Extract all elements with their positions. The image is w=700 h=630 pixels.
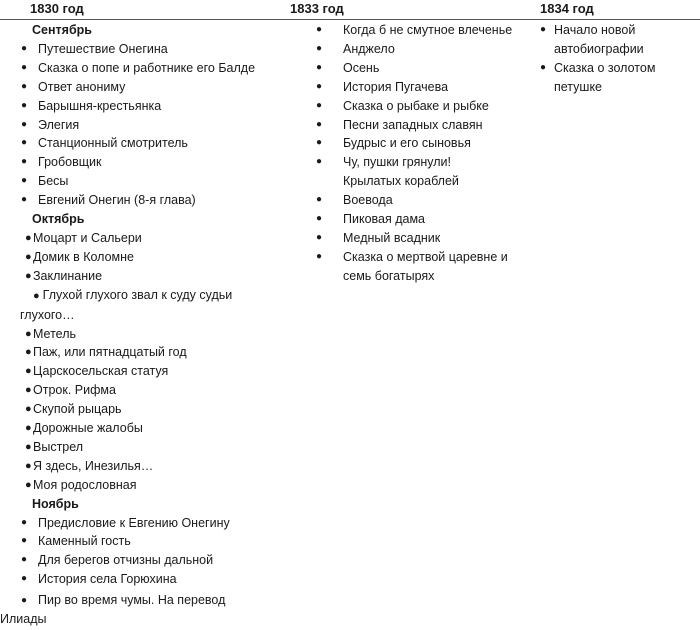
bullet-icon: ●	[25, 440, 32, 453]
list-item: ● Сказка о попе и работнике его Балде	[0, 59, 290, 78]
list-item: ● Сказка о мертвой царевне и семь богатырях	[316, 249, 508, 283]
bullet-icon: ●	[21, 156, 28, 168]
bullet-icon: ●	[21, 99, 28, 111]
bullet-icon: ●	[21, 80, 28, 92]
bullet-icon: ●	[21, 595, 28, 607]
bullet-icon: ●	[316, 194, 323, 206]
bullet-icon: ●	[316, 24, 323, 35]
bullet-icon: ●	[21, 175, 28, 187]
bullet-icon: ●	[21, 137, 28, 149]
heading-1834: 1834 год	[540, 1, 594, 16]
list-item: ● Моя родословная	[0, 476, 290, 495]
list-item: ● Домик в Коломне	[0, 248, 290, 267]
list-item: ● Осень	[0, 59, 518, 78]
list-item: ● Каменный гость	[0, 532, 290, 551]
bullet-icon: ●	[25, 365, 32, 378]
header-row	[0, 0, 700, 20]
list-item: ● Для берегов отчизны дальной	[0, 551, 290, 570]
list-item: ● Метель	[0, 325, 290, 344]
list-item: ● Пиковая дама	[0, 210, 518, 229]
list-item: ● Царскосельская статуя	[0, 362, 290, 381]
list-item: ● Воевода	[0, 191, 518, 210]
bullet-icon: ●	[316, 213, 323, 225]
list-item: ● Глухой глухого звал к суду судьи глухого…	[20, 287, 233, 322]
bullet-icon: ●	[540, 24, 547, 35]
heading-1833: 1833 год	[290, 1, 344, 16]
bullet-icon: ●	[25, 327, 32, 340]
bullet-icon: ●	[316, 118, 323, 130]
list-item: ● Отрок. Рифма	[0, 381, 290, 400]
list-item: ● Выстрел	[0, 438, 290, 457]
bullet-icon: ●	[316, 137, 323, 149]
bullet-icon: ●	[25, 231, 32, 244]
list-item: ● Я здесь, Инезилья…	[0, 457, 290, 476]
bullet-icon: ●	[25, 422, 32, 435]
bullet-icon: ●	[25, 250, 32, 263]
list-1833	[0, 21, 530, 286]
list-item: ● Станционный смотритель	[0, 134, 290, 153]
column-1834	[540, 21, 690, 97]
list-item: ● История Пугачева	[0, 78, 518, 97]
list-item: ● Путешествие Онегина	[0, 40, 290, 59]
bullet-icon: ●	[316, 99, 323, 111]
bullet-icon: ●	[21, 554, 28, 566]
list-item: ● Паж, или пятнадцатый год	[0, 343, 290, 362]
list-item: ● Дорожные жалобы	[0, 419, 290, 438]
list-item: ● Заклинание	[0, 267, 290, 286]
bullet-icon: ●	[316, 156, 323, 168]
bullet-icon: ●	[21, 194, 28, 206]
bullet-icon: ●	[21, 516, 28, 528]
list-item: ● Будрыс и его сыновья	[0, 134, 518, 153]
list-item: ● Анджело	[0, 40, 518, 59]
bullet-icon: ●	[316, 250, 323, 262]
list-item: ● Барышня-крестьянка	[0, 97, 290, 116]
bullet-icon: ●	[25, 403, 32, 416]
list-item: ● Моцарт и Сальери	[0, 229, 290, 248]
bullet-icon: ●	[25, 459, 32, 472]
bullet-icon: ●	[21, 42, 28, 54]
list-item: ● Элегия	[0, 116, 290, 135]
list-item: ● Когда б не смутное влеченье	[0, 21, 518, 40]
month-november: Ноябрь	[32, 496, 79, 511]
list-item: ● Чу, пушки грянули! Крылатых кораблей	[316, 155, 459, 189]
list-item: ● Скупой рыцарь	[0, 400, 290, 419]
list-item: ● Гробовщик	[0, 153, 290, 172]
list-item: ● История села Горюхина	[0, 570, 290, 589]
month-october: Октябрь	[32, 212, 85, 227]
bullet-icon: ●	[21, 573, 28, 585]
list-1834	[540, 21, 690, 97]
list-item: ● Песни западных славян	[0, 116, 518, 135]
list-item: ● Евгений Онегин (8-я глава)	[0, 191, 290, 210]
bullet-icon: ●	[25, 269, 32, 282]
list-item: ● Сказка о рыбаке и рыбке	[0, 97, 518, 116]
list-item: ● Начало новой автобиографии	[540, 23, 644, 56]
bullet-icon: ●	[33, 289, 40, 302]
list-item: ● Сказка о золотом петушке	[540, 60, 656, 94]
bullet-icon: ●	[21, 118, 28, 130]
bullet-icon: ●	[21, 535, 28, 547]
bullet-icon: ●	[25, 478, 32, 491]
list-item: ● Медный всадник	[0, 229, 518, 248]
bullet-icon: ●	[316, 61, 323, 73]
list-item: ● Предисловие к Евгению Онегину	[0, 514, 290, 533]
list-november	[0, 514, 290, 630]
list-item: ● Пир во время чумы. На перевод Илиады	[0, 593, 226, 627]
bullet-icon: ●	[25, 384, 32, 397]
bullet-icon: ●	[21, 61, 28, 73]
list-item: ● Бесы	[0, 172, 290, 191]
bullet-icon: ●	[316, 231, 323, 243]
column-1833	[0, 21, 530, 286]
month-september: Сентябрь	[32, 23, 92, 37]
bullet-icon: ●	[316, 80, 323, 92]
bullet-icon: ●	[316, 42, 323, 54]
heading-1830: 1830 год	[30, 1, 84, 16]
bullet-icon: ●	[540, 61, 547, 73]
bullet-icon: ●	[25, 346, 32, 359]
list-item: ● Ответ анониму	[0, 78, 290, 97]
